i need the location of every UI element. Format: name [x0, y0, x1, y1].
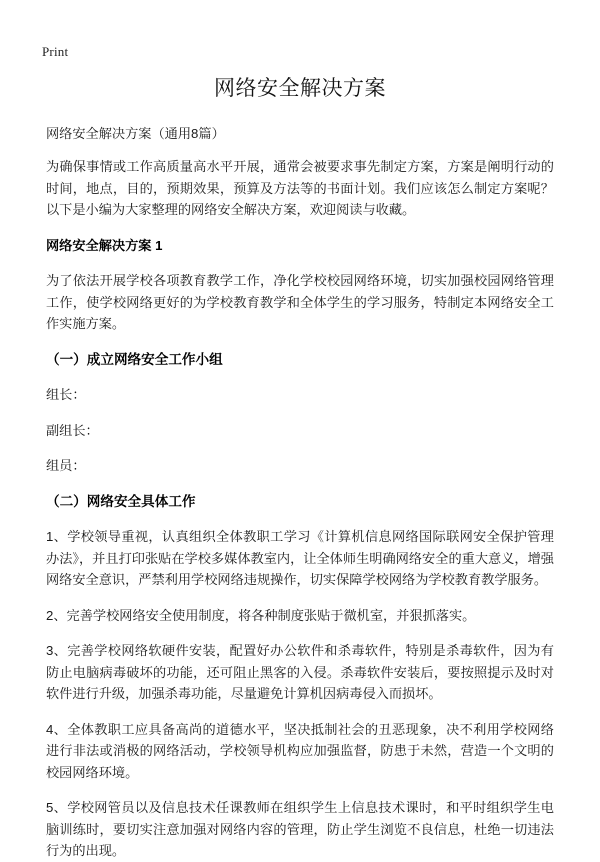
list-item: 组长： — [46, 387, 86, 402]
list-item: 2、完善学校网络安全使用制度，将各种制度张贴于微机室，并狠抓落实。 — [46, 607, 476, 623]
section-heading: 网络安全解决方案 1 — [46, 237, 163, 253]
list-item: 组员： — [46, 458, 86, 473]
page-title: 网络安全解决方案 — [214, 77, 386, 100]
list-item: 1、学校领导重视，认真组织全体教职工学习《计算机信息网络国际联网安全保护管理办法》，并且打印张贴在学校多媒体教室内，让全体师生明确网络安全的重大意义，增强网络安全意识，严禁利用学校网络违规操作，切实保障学校网络为学校教育教学服务。 — [46, 529, 554, 587]
subsection-heading-two: （二）网络安全具体工作 — [46, 493, 196, 509]
list-item: 4、全体教职工应具备高尚的道德水平，坚决抵制社会的丑恶现象，决不利用学校网络进行非法或消极的网络活动，学校领导机构应加强监督，防患于未然，营造一个文明的校园网络环境。 — [46, 721, 554, 780]
list-item: 5、学校网管员以及信息技术任课教师在组织学生上信息技术课时，和平时组织学生电脑训练时，要切实注意加强对网络内容的管理，防止学生浏览不良信息，杜绝一切违法行为的出现。 — [46, 800, 554, 858]
list-item: 3、完善学校网络软硬件安装，配置好办公软件和杀毒软件，特别是杀毒软件，因为有防止电脑病毒破坏的功能，还可阻止黑客的入侵。杀毒软件安装后，要按照提示及时对软件进行升级，加强杀毒功能，尽量避免计算机因病毒侵入而损坏。 — [46, 643, 554, 701]
list-item: 副组长： — [46, 422, 99, 438]
document-subtitle: 网络安全解决方案（通用8篇） — [46, 126, 225, 141]
intro-paragraph: 为确保事情或工作高质量高水平开展，通常会被要求事先制定方案，方案是阐明行动的时间，地点，目的，预期效果，预算及方法等的书面计划。我们应该怎么制定方案呢？以下是小编为大家整理的网络安全解决方案，欢迎阅读与收藏。 — [46, 159, 554, 217]
print-button[interactable]: Print — [42, 44, 69, 59]
subsection-heading-one: （一）成立网络安全工作小组 — [46, 351, 223, 367]
section-intro-paragraph: 为了依法开展学校各项教育教学工作，净化学校校园网络环境，切实加强校园网络管理工作，使学校网络更好的为学校教育教学和全体学生的学习服务，特制定本网络安全工作实施方案。 — [46, 273, 554, 331]
document-body — [46, 74, 554, 862]
